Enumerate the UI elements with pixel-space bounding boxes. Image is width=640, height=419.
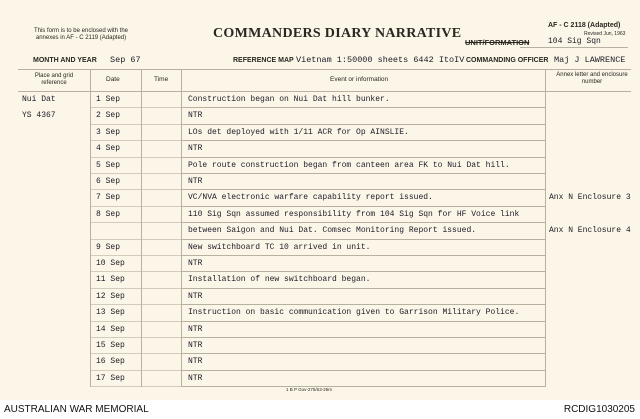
row-date: 10 Sep — [96, 259, 125, 268]
table-row — [0, 371, 640, 387]
row-date: 17 Sep — [96, 373, 125, 383]
row-event: NTR — [188, 357, 203, 367]
table-row — [0, 289, 640, 305]
row-date: 15 Sep — [96, 341, 125, 350]
row-date: 8 Sep — [96, 209, 121, 219]
row-event: NTR — [188, 291, 203, 301]
row-date: 11 Sep — [96, 275, 125, 285]
header-time: Time — [154, 76, 169, 83]
table-row — [0, 272, 640, 288]
row-event: NTR — [188, 144, 203, 154]
table-row — [0, 92, 640, 108]
row-event: NTR — [188, 111, 203, 121]
unit-label: UNIT/FORMATION — [465, 38, 530, 47]
row-event: VC/NVA electronic warfare capability report issued. — [188, 193, 433, 203]
row-event: NTR — [188, 324, 203, 334]
row-event: Instruction on basic communication given to Garrison Military Police. — [188, 308, 520, 318]
header-date: Date — [106, 76, 120, 83]
row-date: 1 Sep — [96, 95, 121, 104]
table-row — [0, 108, 640, 124]
row-event: Pole route construction began from canteen area FK to Nui Dat hill. — [188, 160, 510, 170]
row-event: NTR — [188, 177, 203, 186]
row-underline-date — [90, 386, 181, 387]
row-event: 110 Sig Sqn assumed responsibility from 104 Sig Sqn for HF Voice link — [188, 209, 520, 219]
month-label: MONTH AND YEAR — [33, 57, 97, 64]
row-date: 12 Sep — [96, 291, 125, 301]
row-event: Installation of new switchboard began. — [188, 275, 371, 285]
row-place: Nui Dat — [22, 95, 56, 104]
unit-underline — [520, 47, 628, 48]
row-event: between Saigon and Nui Dat. Comsec Monitoring Report issued. — [188, 226, 477, 236]
print-line: 1 B P Gov-275/63-25m — [286, 387, 332, 392]
table-row — [0, 207, 640, 223]
row-date: 4 Sep — [96, 144, 121, 154]
row-underline — [181, 386, 545, 387]
row-event: New switchboard TC 10 arrived in unit. — [188, 242, 371, 252]
row-event: NTR — [188, 341, 203, 350]
table-row — [0, 256, 640, 272]
refmap-value: Vietnam 1:50000 sheets 6442 ItoIV — [296, 55, 465, 65]
form-note: This form is to be enclosed with the annexes in AF - C 2119 (Adapted) — [33, 28, 129, 41]
header-place: Place and grid reference — [34, 73, 74, 86]
table-row — [0, 354, 640, 370]
row-date: 2 Sep — [96, 111, 121, 121]
header-annex: Annex letter and enclosure number — [556, 72, 628, 85]
form-revised: Revised Jun, 1963 — [584, 31, 626, 37]
footer-id: RCDIG1030205 — [563, 404, 635, 415]
table-top-border — [18, 69, 631, 70]
row-date: 9 Sep — [96, 242, 121, 252]
row-date: 14 Sep — [96, 324, 125, 334]
table-row — [0, 190, 640, 206]
footer-bar — [0, 400, 640, 419]
table-row — [0, 125, 640, 141]
row-date: 13 Sep — [96, 308, 125, 318]
table-row — [0, 141, 640, 157]
page-title: COMMANDERS DIARY NARRATIVE — [213, 26, 462, 41]
form-code: AF - C 2118 (Adapted) — [548, 22, 621, 29]
unit-value: 104 Sig Sqn — [548, 37, 601, 46]
table-row — [0, 240, 640, 256]
row-event: Construction began on Nui Dat hill bunker. — [188, 95, 390, 104]
table-row — [0, 338, 640, 354]
table-row — [0, 322, 640, 338]
table-row — [0, 223, 640, 239]
header-event: Event or information — [330, 76, 389, 83]
row-place: YS 4367 — [22, 111, 56, 121]
row-annex: Anx N Enclosure 4 — [549, 226, 631, 236]
row-event: NTR — [188, 373, 203, 383]
table-row — [0, 305, 640, 321]
row-date: 6 Sep — [96, 177, 121, 186]
table-row — [0, 158, 640, 174]
refmap-label: REFERENCE MAP — [233, 57, 294, 64]
month-value: Sep 67 — [110, 55, 141, 65]
row-annex: Anx N Enclosure 3 — [549, 193, 631, 203]
row-event: LOs det deployed with 1/11 ACR for Op AINSLIE. — [188, 127, 409, 137]
row-date: 7 Sep — [96, 193, 121, 203]
table-row — [0, 174, 640, 190]
row-date: 3 Sep — [96, 127, 121, 137]
row-date: 5 Sep — [96, 160, 121, 170]
co-value: Maj J LAWRENCE — [554, 55, 626, 65]
row-event: NTR — [188, 259, 203, 268]
row-date: 16 Sep — [96, 357, 125, 367]
co-label: COMMANDING OFFICER — [466, 57, 549, 64]
footer-source: AUSTRALIAN WAR MEMORIAL — [4, 404, 149, 415]
